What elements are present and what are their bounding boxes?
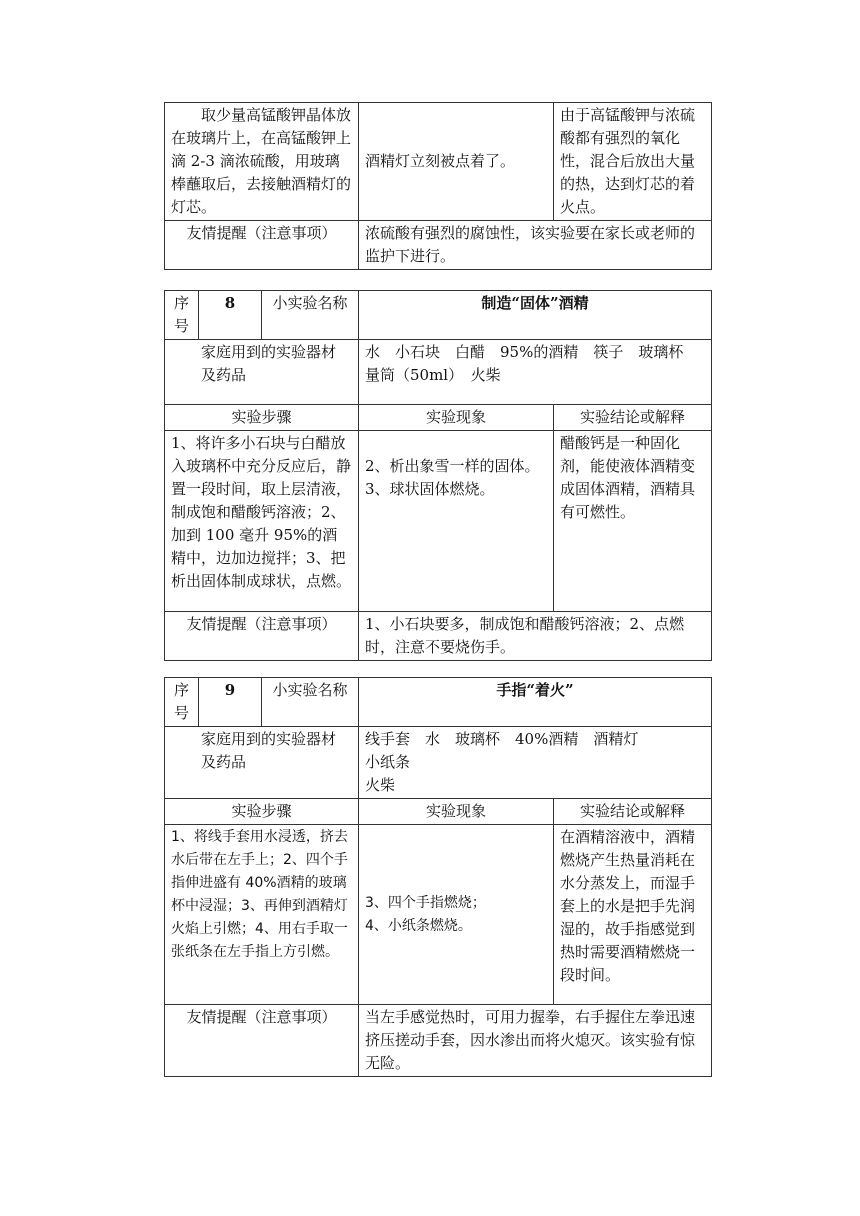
exp7-phenomenon: 酒精灯立刻被点着了。 <box>359 103 554 221</box>
exp8-seq: 8 <box>199 291 262 340</box>
exp7-conclusion: 由于高锰酸钾与浓硫酸都有强烈的氧化性，混合后放出大量的热，达到灯芯的着火点。 <box>554 103 712 221</box>
exp9-name: 手指“着火” <box>359 678 712 727</box>
experiment-7-table <box>164 102 712 270</box>
exp9-col-conclusion: 实验结论或解释 <box>554 799 712 825</box>
exp8-phenomenon-1: 2、析出象雪一样的固体。 <box>365 457 540 475</box>
exp8-name-label: 小实验名称 <box>262 291 359 340</box>
exp8-materials <box>359 340 712 405</box>
exp9-materials-label <box>165 727 359 799</box>
exp9-materials-1: 线手套 水 玻璃杯 40%酒精 酒精灯 <box>365 730 639 748</box>
exp9-col-steps: 实验步骤 <box>165 799 359 825</box>
exp8-col-steps: 实验步骤 <box>165 405 359 431</box>
exp9-phenomenon-2: 4、小纸条燃烧。 <box>365 917 472 934</box>
exp8-conclusion: 醋酸钙是一种固化剂，能使液体酒精变成固体酒精，酒精具有可燃性。 <box>554 431 712 612</box>
exp9-phenomenon <box>359 825 554 1005</box>
exp8-phenomenon <box>359 431 554 612</box>
exp9-materials-label-2: 及药品 <box>201 753 247 771</box>
exp8-materials-label <box>165 340 359 405</box>
exp8-materials-label-1: 家庭用到的实验器材 <box>201 343 337 361</box>
experiment-8-table <box>164 290 712 661</box>
exp8-reminder: 1、小石块要多，制成饱和醋酸钙溶液；2、点燃时，注意不要烧伤手。 <box>359 612 712 661</box>
exp8-materials-1: 水 小石块 白醋 95%的酒精 筷子 玻璃杯 <box>365 343 684 361</box>
exp8-steps: 1、将许多小石块与白醋放入玻璃杯中充分反应后，静置一段时间，取上层清液，制成饱和醋酸钙溶液；2、加到 100 毫升 95%的酒精中，边加边搅拌；3、把析出固体制成球状，点燃。 <box>165 431 359 612</box>
exp8-reminder-label: 友情提醒（注意事项） <box>165 612 359 661</box>
exp8-col-conclusion: 实验结论或解释 <box>554 405 712 431</box>
exp9-steps: 1、将线手套用水浸透，挤去水后带在左手上；2、四个手指伸进盛有 40%酒精的玻璃杯中浸湿；3、再伸到酒精灯火焰上引燃；4、用右手取一张纸条在左手指上方引燃。 <box>165 825 359 1005</box>
exp8-materials-2: 量筒（50ml） 火柴 <box>365 366 501 384</box>
exp9-col-phenomenon: 实验现象 <box>359 799 554 825</box>
exp9-conclusion: 在酒精溶液中，酒精燃烧产生热量消耗在水分蒸发上，而湿手套上的水是把手先润湿的，故手指感觉到热时需要酒精燃烧一段时间。 <box>554 825 712 1005</box>
exp8-name: 制造“固体”酒精 <box>359 291 712 340</box>
exp9-materials-label-1: 家庭用到的实验器材 <box>201 730 337 748</box>
exp7-steps: 取少量高锰酸钾晶体放在玻璃片上，在高锰酸钾上滴 2-3 滴浓硫酸，用玻璃棒蘸取后，去接触酒精灯的灯芯。 <box>165 103 359 221</box>
exp9-phenomenon-1: 3、四个手指燃烧； <box>365 894 486 911</box>
exp9-reminder-label: 友情提醒（注意事项） <box>165 1005 359 1077</box>
exp7-reminder: 浓硫酸有强烈的腐蚀性，该实验要在家长或老师的监护下进行。 <box>359 221 712 270</box>
exp8-seq-label: 序号 <box>165 291 199 340</box>
experiment-9-table <box>164 677 712 1077</box>
exp9-reminder: 当左手感觉热时，可用力握拳，右手握住左拳迅速挤压搓动手套，因水渗出而将火熄灭。该实验有惊无险。 <box>359 1005 712 1077</box>
exp9-materials-2: 小纸条 <box>365 753 411 771</box>
exp9-materials <box>359 727 712 799</box>
exp8-phenomenon-2: 3、球状固体燃烧。 <box>365 480 495 498</box>
exp9-name-label: 小实验名称 <box>262 678 359 727</box>
exp9-seq: 9 <box>199 678 262 727</box>
exp7-reminder-label: 友情提醒（注意事项） <box>165 221 359 270</box>
exp9-materials-3: 火柴 <box>365 776 396 794</box>
exp8-col-phenomenon: 实验现象 <box>359 405 554 431</box>
exp9-seq-label: 序号 <box>165 678 199 727</box>
exp8-materials-label-2: 及药品 <box>201 366 247 384</box>
